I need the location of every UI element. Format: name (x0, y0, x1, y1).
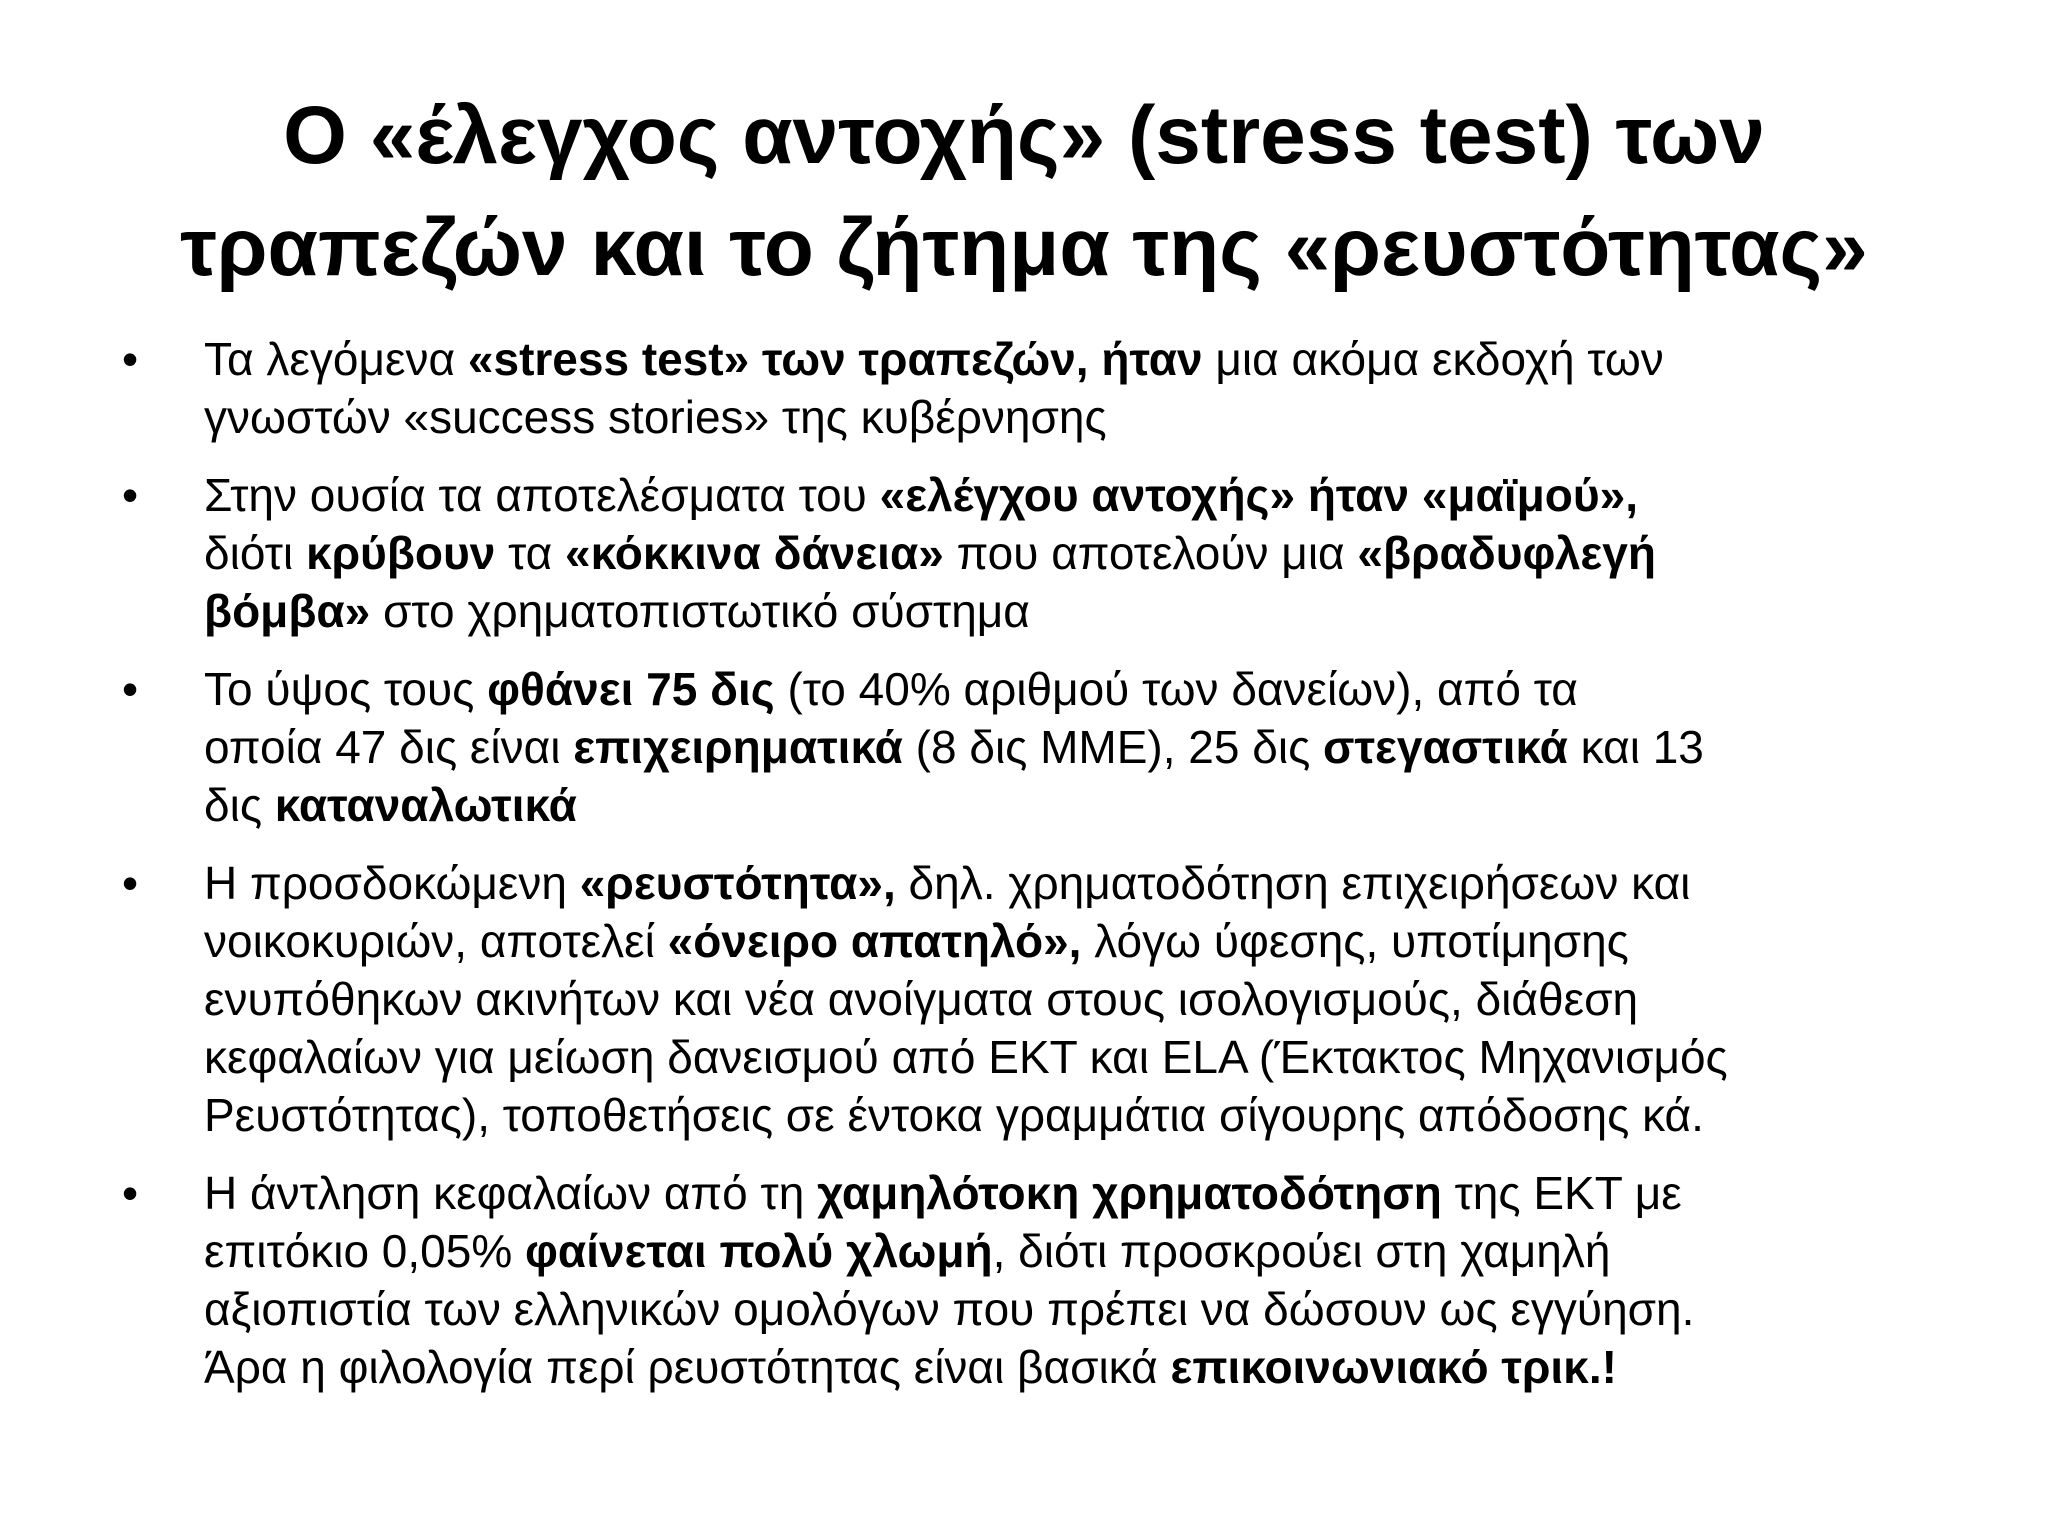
text-run: Η άντληση κεφαλαίων από τη (204, 1167, 818, 1219)
text-run: (το 40% αριθμού των δανείων), από τα (774, 663, 1578, 715)
bullet-line (204, 582, 1980, 640)
text-run: διότι (204, 527, 306, 579)
bold-run: «όνειρο απατηλό», (667, 915, 1082, 967)
bullet-line (204, 718, 1980, 776)
bold-run: «ρευστότητα», (579, 857, 896, 909)
bullet-line: γνωστών «success stories» της κυβέρνησης (204, 391, 1107, 443)
bullet-text (204, 854, 1980, 1144)
bullet-line (204, 776, 1980, 834)
text-run: στο χρηματοπιστωτικό σύστημα (370, 585, 1030, 637)
text-run: Τα λεγόμενα (204, 333, 468, 385)
bullet-dot-icon: • (122, 663, 139, 715)
bold-run: στεγαστικά (1323, 721, 1568, 773)
text-run: οποία 47 δις είναι (204, 721, 574, 773)
text-run: Άρα η φιλολογία περί ρευστότητας είναι βασικά (204, 1341, 1171, 1393)
bullet-line (204, 660, 1980, 718)
text-run: τα (495, 527, 566, 579)
slide-title-line-2: τραπεζών και το ζήτημα της «ρευστότητας» (180, 202, 1868, 293)
bullet-item-5 (120, 1164, 1980, 1396)
bold-run: βόμβα» (204, 585, 371, 637)
bullet-line (204, 912, 1980, 970)
bullet-line (204, 330, 1980, 388)
bullet-line: κεφαλαίων για μείωση δανεισμού από ΕΚΤ και ELA (Έκτακτος Μηχανισμός (204, 1031, 1728, 1083)
text-run: λόγω ύφεσης, υποτίμησης (1081, 915, 1629, 967)
bullet-line: Ρευστότητας), τοποθετήσεις σε έντοκα γραμμάτια σίγουρης απόδοσης κά. (204, 1089, 1704, 1141)
bullet-line (204, 466, 1980, 524)
bullet-dot-icon: • (122, 1167, 139, 1219)
bullet-list (120, 330, 1980, 1416)
text-run: Το ύψος τους (204, 663, 488, 715)
text-run: Στην ουσία τα αποτελέσματα του (204, 469, 880, 521)
bullet-line (204, 524, 1980, 582)
text-run: επιτόκιο 0,05% (204, 1225, 526, 1277)
bold-run: επικοινωνιακό τρικ.! (1170, 1341, 1617, 1393)
text-run: , διότι προσκρούει στη χαμηλή (992, 1225, 1611, 1277)
text-run: δηλ. χρηματοδότηση επιχειρήσεων και (895, 857, 1691, 909)
bullet-line (204, 1222, 1980, 1280)
text-run: (8 δις ΜΜΕ), 25 δις (902, 721, 1324, 773)
bullet-line: αξιοπιστία των ελληνικών ομολόγων που πρέπει να δώσουν ως εγγύηση. (204, 1283, 1695, 1335)
slide-title (100, 80, 1948, 304)
bold-run: «ελέγχου αντοχής» ήταν «μαϊμού», (879, 469, 1638, 521)
bullet-dot-icon: • (122, 469, 139, 521)
bold-run: φαίνεται πολύ χλωμή (525, 1225, 993, 1277)
text-run: νοικοκυριών, αποτελεί (204, 915, 668, 967)
bullet-item-2 (120, 466, 1980, 640)
bold-run: χαμηλότοκη χρηματοδότηση (817, 1167, 1442, 1219)
bullet-text (204, 1164, 1980, 1396)
text-run: που αποτελούν μια (943, 527, 1358, 579)
bold-run: κρύβουν (305, 527, 496, 579)
bullet-item-1 (120, 330, 1980, 446)
bullet-text (204, 330, 1980, 446)
bold-run: επιχειρηματικά (573, 721, 903, 773)
bullet-line: ενυπόθηκων ακινήτων και νέα ανοίγματα στους ισολογισμούς, διάθεση (204, 973, 1639, 1025)
bullet-text (204, 466, 1980, 640)
text-run: της ΕΚΤ με (1441, 1167, 1682, 1219)
bold-run: «βραδυφλεγή (1357, 527, 1656, 579)
bold-run: καταναλωτικά (274, 779, 577, 831)
bullet-dot-icon: • (122, 333, 139, 385)
text-run: και 13 (1567, 721, 1704, 773)
bullet-text (204, 660, 1980, 834)
text-run: μια ακόμα εκδοχή των (1202, 333, 1664, 385)
bullet-line (204, 1338, 1980, 1396)
bold-run: φθάνει 75 δις (487, 663, 775, 715)
slide-title-line-1: Ο «έλεγχος αντοχής» (stress test) των (283, 90, 1765, 181)
bullet-item-3 (120, 660, 1980, 834)
bullet-dot-icon: • (122, 857, 139, 909)
bold-run: «κόκκινα δάνεια» (565, 527, 944, 579)
bold-run: «stress test» των τραπεζών, ήταν (467, 333, 1203, 385)
bullet-line (204, 854, 1980, 912)
text-run: Η προσδοκώμενη (204, 857, 580, 909)
bullet-item-4 (120, 854, 1980, 1144)
bullet-line (204, 1164, 1980, 1222)
text-run: δις (204, 779, 275, 831)
